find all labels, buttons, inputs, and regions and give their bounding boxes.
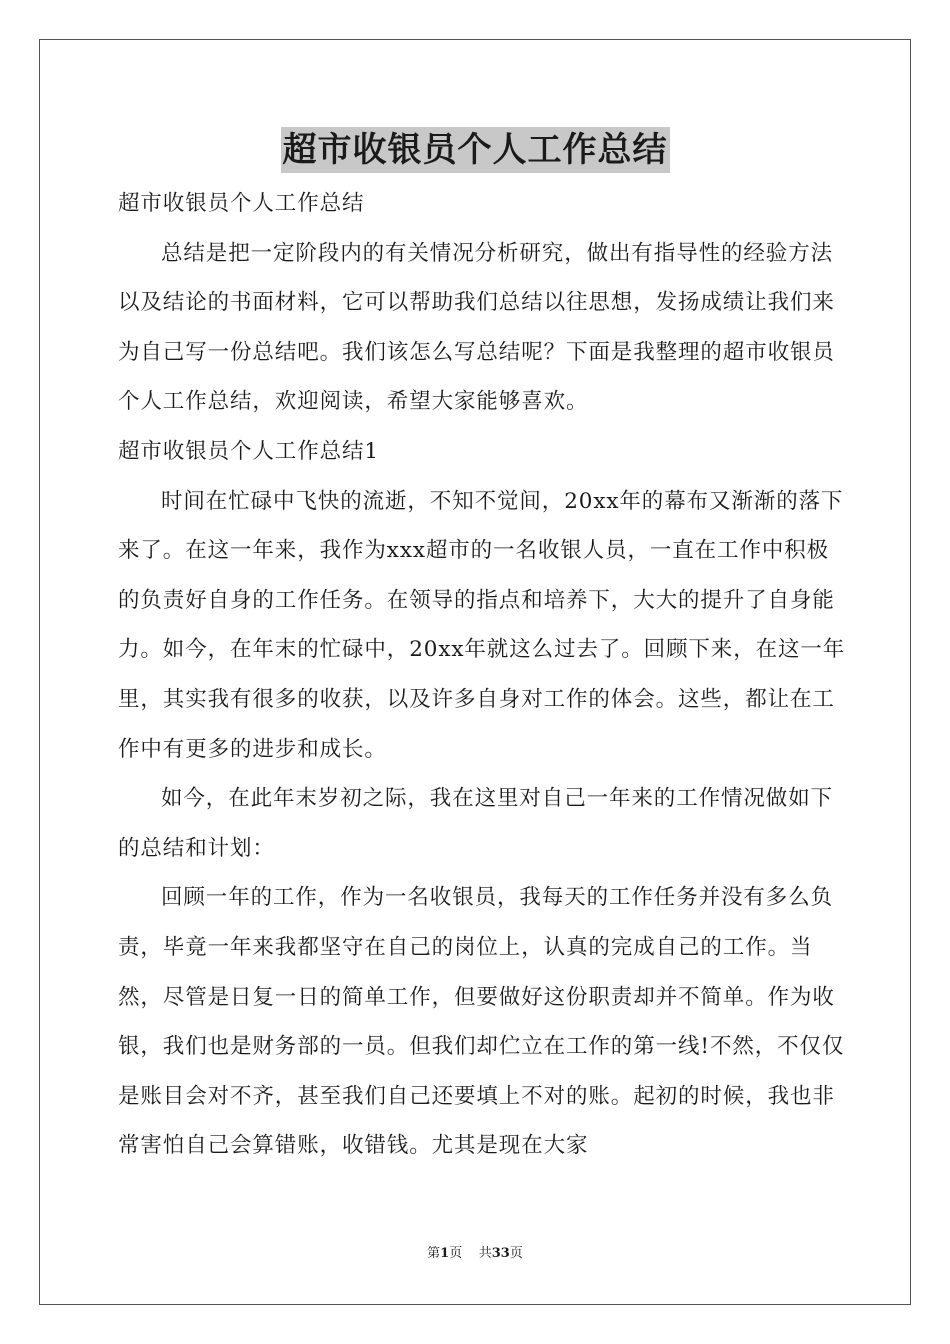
- document-body: [118, 179, 848, 1171]
- page-footer: [0, 1244, 950, 1264]
- page-suffix: 页: [509, 1246, 523, 1261]
- page-mid: 页 共: [449, 1246, 492, 1261]
- title-wrap: [0, 127, 950, 173]
- body-paragraph: 回顾一年的工作，作为一名收银员，我每天的工作任务并没有多么负责，毕竟一年来我都坚守在自己的岗位上，认真的完成自己的工作。当然，尽管是日复一日的简单工作，但要做好这份职责却并不简单。作为收银，我们也是财务部的一员。但我们却伫立在工作的第一线!不然，不仅仅是账目会对不齐，甚至我们自己还要填上不对的账。起初的时候，我也非常害怕自己会算错账，收错钱。尤其是现在大家: [118, 885, 845, 1159]
- page-current: 1: [440, 1246, 450, 1261]
- body-paragraph: 时间在忙碌中飞快的流逝，不知不觉间，20xx年的幕布又渐渐的落下来了。在这一年来，我作为xxx超市的一名收银人员，一直在工作中积极的负责好自身的工作任务。在领导的指点和培养下，大大的提升了自身能力。如今，在年末的忙碌中，20xx年就这么过去了。回顾下来，在这一年里，其实我有很多的收获，以及许多自身对工作的体会。这些，都让在工作中有更多的进步和成长。: [118, 488, 846, 762]
- page-prefix: 第: [427, 1246, 441, 1261]
- intro-paragraph: 总结是把一定阶段内的有关情况分析研究，做出有指导性的经验方法以及结论的书面材料，它可以帮助我们总结以往思想，发扬成绩让我们来为自己写一份总结吧。我们该怎么写总结呢？下面是我整理的超市收银员个人工作总结，欢迎阅读，希望大家能够喜欢。: [118, 240, 835, 415]
- subtitle: 超市收银员个人工作总结: [118, 191, 365, 216]
- document-title: 超市收银员个人工作总结: [281, 127, 670, 173]
- page-total: 33: [491, 1246, 510, 1261]
- section-heading: 超市收银员个人工作总结1: [118, 438, 379, 464]
- body-paragraph: 如今，在此年末岁初之际，我在这里对自己一年来的工作情况做如下的总结和计划：: [118, 786, 834, 861]
